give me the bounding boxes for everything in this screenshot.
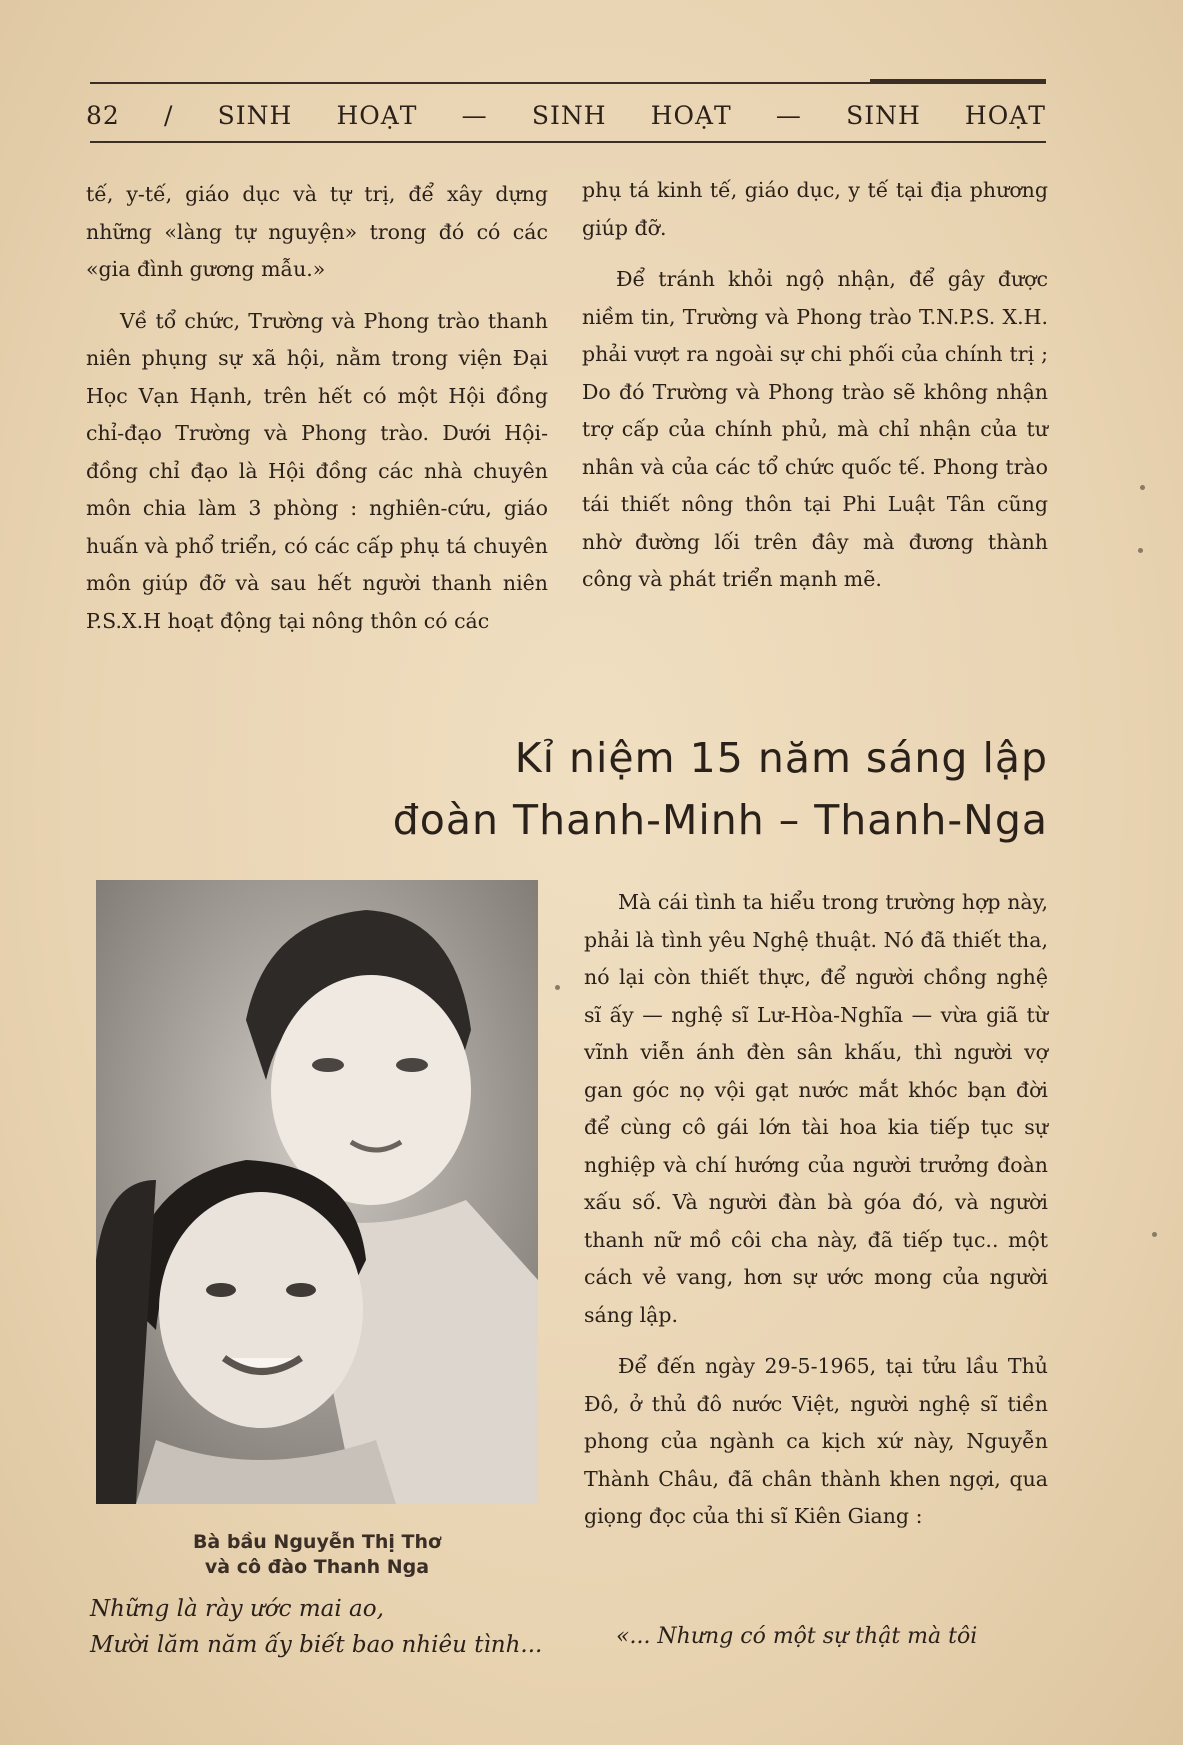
header-word: SINH [217,100,293,130]
portrait-photo-image [96,880,538,1504]
verse-line: Những là rày ước mai ao, [90,1596,384,1622]
top-left-column [86,176,548,640]
photo-caption [96,1530,538,1580]
paragraph: tế, y-tế, giáo dục và tự trị, để xây dựng những «làng tự nguyện» trong đó có các «gia đình gương mẫu.» [86,182,548,281]
header-rule-bottom [90,141,1046,143]
paper-speck [1152,1232,1157,1237]
paragraph: phụ tá kinh tế, giáo dục, y tế tại địa phương giúp đỡ. [582,178,1048,240]
portrait-photo [96,880,538,1504]
header-word: HOẠT [964,100,1046,130]
paragraph: Mà cái tình ta hiểu trong trường hợp này, phải là tình yêu Nghệ thuật. Nó đã thiết tha, nó lại còn thiết thực, để người chồng nghệ sĩ ấy — nghệ sĩ Lư-Hòa-Nghĩa — vừa giã từ vĩnh viễn ánh đèn sân khấu, thì người vợ gan góc nọ vội gạt nước mắt khóc bạn đời để cùng cô gái lớn tài hoa kia tiếp tục sự nghiệp và chí hướng của người trưởng đoàn xấu số. Và người đàn bà góa đó, và người thanh nữ mồ côi cha này, đã tiếp tục.. một cách vẻ vang, hơn sự ước mong của người sáng lập. [584,890,1048,1327]
paragraph: Về tổ chức, Trường và Phong trào thanh niên phụng sự xã hội, nằm trong viện Đại Học Vạn Hạnh, trên hết có một Hội đồng chỉ-đạo Trường và Phong trào. Dưới Hội-đồng chỉ đạo là Hội đồng các nhà chuyên môn chia làm 3 phòng : nghiên-cứu, giáo huấn và phổ triển, có các cấp phụ tá chuyên môn giúp đỡ và sau hết người thanh niên P.S.X.H hoạt động tại nông thôn có các [86,308,548,633]
page-number: 82 [86,100,120,130]
paper-speck [1140,485,1145,490]
paragraph: Để đến ngày 29-5-1965, tại tửu lầu Thủ Đô, ở thủ đô nước Việt, người nghệ sĩ tiền phong của ngành ca kịch xứ này, Nguyễn Thành Châu, đã chân thành khen ngợi, qua giọng đọc của thi sĩ Kiên Giang : [584,1354,1048,1528]
header-rule-accent [870,79,1046,82]
header-separator: / [163,100,174,130]
header-dash: — [775,100,802,130]
paragraph: Để tránh khỏi ngộ nhận, để gây được niềm tin, Trường và Phong trào T.N.P.S. X.H. phải vượt ra ngoài sự chi phối của chính trị ; Do đó Trường và Phong trào sẽ không nhận trợ cấp của chính phủ, mà chỉ nhận của tư nhân và của các tổ chức quốc tế. Phong trào tái thiết nông thôn tại Phi Luật Tân cũng nhờ đường lối trên đây mà đương thành công và phát triển mạnh mẽ. [582,267,1048,591]
top-right-column [582,172,1048,599]
header-word: SINH [531,100,607,130]
header-dash: — [461,100,488,130]
header-rule-top [90,82,1046,84]
verse-line: Mười lăm năm ấy biết bao nhiêu tình... [90,1632,543,1658]
article-title-line2: đoàn Thanh-Minh – Thanh-Nga [392,796,1048,844]
quote-start: «... Nhưng có một sự thật mà tôi [616,1624,978,1649]
header-word: SINH [846,100,921,130]
header-word: HOẠT [336,100,418,130]
running-header [86,96,1046,134]
paper-speck [1138,548,1143,553]
caption-line: và cô đào Thanh Nga [204,1556,430,1578]
caption-line: Bà bầu Nguyễn Thị Thơ [192,1531,442,1553]
article-title-line1: Kỉ niệm 15 năm sáng lập [514,734,1048,782]
header-word: HOẠT [650,100,732,130]
paper-speck [555,985,560,990]
bottom-right-column [584,884,1048,1536]
